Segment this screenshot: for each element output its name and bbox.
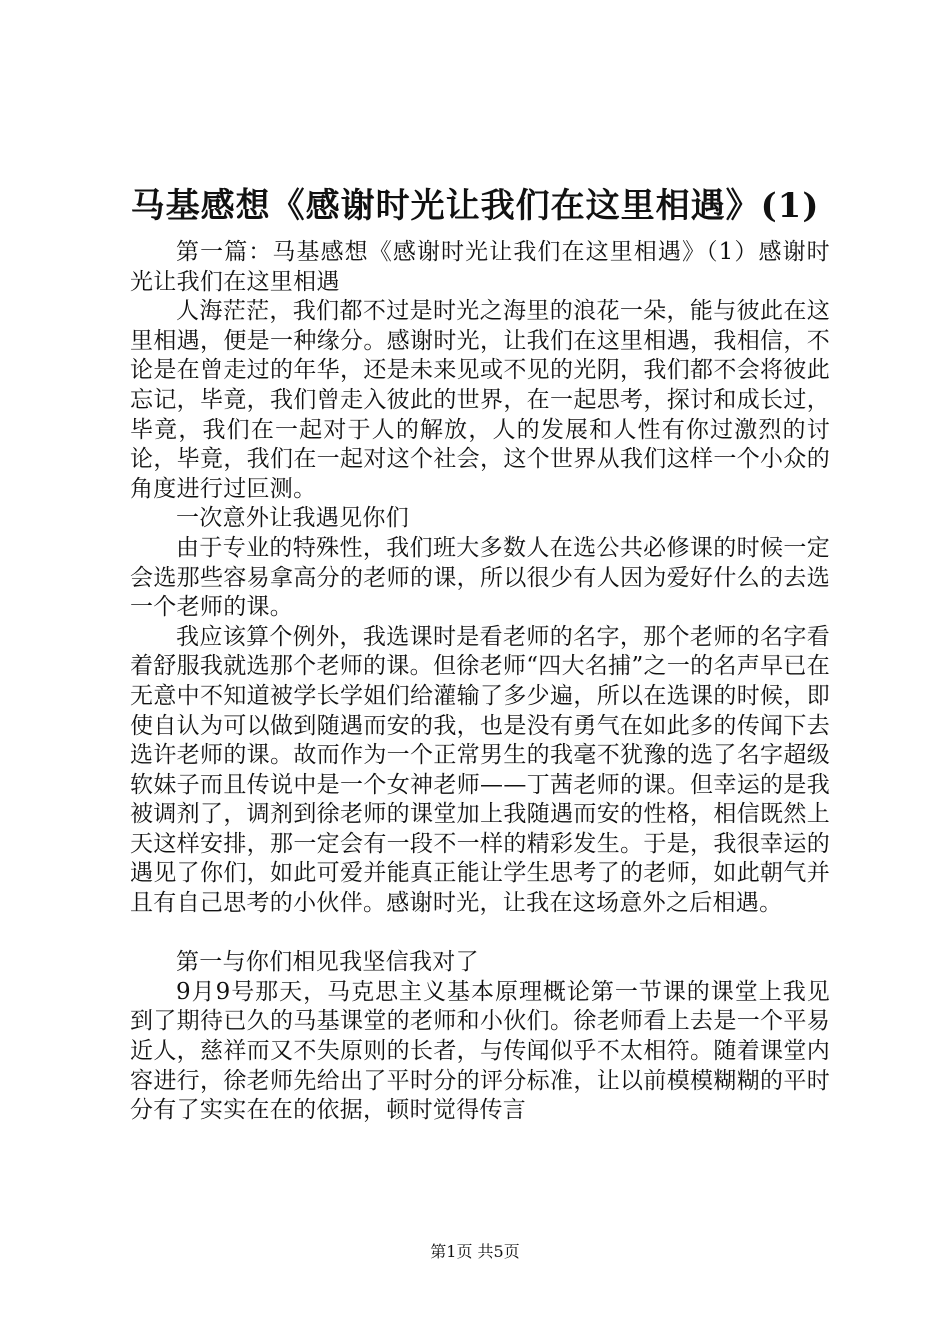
paragraph-1: 第一篇：马基感想《感谢时光让我们在这里相遇》（1）感谢时光让我们在这里相遇 xyxy=(130,239,830,295)
paragraph-4: 我应该算个例外，我选课时是看老师的名字，那个老师的名字看着舒服我就选那个老师的课。但徐老师“四大名捕”之一的名声早已在无意中不知道被学长学姐们给灌输了多少遍，所以在选课的时候，即使自认为可以做到随遇而安的我，也是没有勇气在如此多的传闻下去选许老师的课。故而作为一个正常男生的我毫不犹豫的选了名字超级软妹子而且传说中是一个女神老师——丁茜老师的课。但幸运的是我被调剂了，调剂到徐老师的课堂加上我随遇而安的性格，相信既然上天这样安排，那一定会有一段不一样的精彩发生。于是，我很幸运的遇见了你们，如此可爱并能真正能让学生思考了的老师，如此朝气并且有自己思考的小伙伴。感谢时光，让我在这场意外之后相遇。 xyxy=(130,623,830,917)
document-title: 马基感想《感谢时光让我们在这里相遇》(1) xyxy=(130,186,820,226)
paragraph-5: 9月9号那天，马克思主义基本原理概论第一节课的课堂上我见到了期待已久的马基课堂的老师和小伙们。徐老师看上去是一个平易近人，慈祥而又不失原则的长者，与传闻似乎不太相符。随着课堂内容进行，徐老师先给出了平时分的评分标准，让以前模模糊糊的平时分有了实实在在的依据，顿时觉得传言 xyxy=(130,978,830,1124)
paragraph-2: 人海茫茫，我们都不过是时光之海里的浪花一朵，能与彼此在这里相遇，便是一种缘分。感谢时光，让我们在这里相遇，我相信，不论是在曾走过的年华，还是未来见或不见的光阴，我们都不会将彼此忘记，毕竟，我们曾走入彼此的世界，在一起思考，探讨和成长过，毕竟，我们在一起对于人的解放，人的发展和人性有你过激烈的讨论，毕竟，我们在一起对这个社会，这个世界从我们这样一个小众的角度进行过叵测。 xyxy=(130,298,830,502)
section-heading-1: 一次意外让我遇见你们 xyxy=(176,505,409,532)
paragraph-spacer xyxy=(130,919,830,949)
paragraph-3: 由于专业的特殊性，我们班大多数人在选公共必修课的时候一定会选那些容易拿高分的老师的课，所以很少有人因为爱好什么的去选一个老师的课。 xyxy=(130,534,830,621)
section-heading-2: 第一与你们相见我坚信我对了 xyxy=(176,949,479,976)
document-body xyxy=(130,238,830,1126)
page-footer: 第1页 共5页 xyxy=(430,1242,520,1261)
